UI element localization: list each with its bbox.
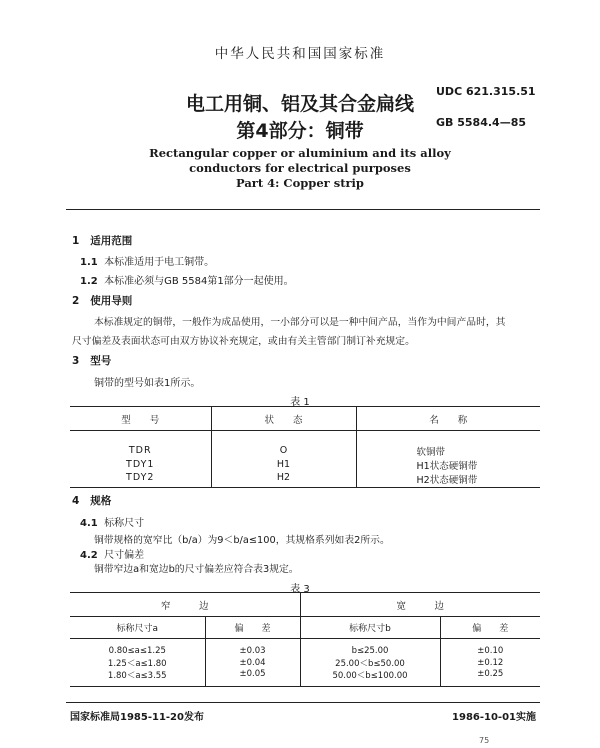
group-header-wide: 宽 边 <box>396 600 444 612</box>
table-cell: TDY2 <box>70 472 211 488</box>
section-title: 使用导则 <box>90 295 133 307</box>
table-cell: 0.80≤a≤1.25 <box>70 645 205 657</box>
section-title: 型号 <box>90 355 112 367</box>
table-cell: 软铜带 <box>416 446 446 458</box>
table-row <box>70 669 540 687</box>
table-row <box>70 444 540 458</box>
title-cn-line1: 电工用铜、铝及其合金扁线 <box>185 93 414 115</box>
section-number: 1 <box>72 235 80 247</box>
effective-date: 1986-10-01实施 <box>452 712 536 723</box>
column-header: 偏 差 <box>205 617 300 639</box>
table-group-header-row <box>70 593 540 617</box>
gb-code: GB 5584.4—85 <box>436 116 526 129</box>
table-cell: 50.00＜b≤100.00 <box>300 669 440 687</box>
udc-code: UDC 621.315.51 <box>436 85 536 98</box>
table-cell: ±0.03 <box>205 645 300 657</box>
table-row <box>70 431 540 444</box>
clause-title: 标称尺寸 <box>104 518 145 529</box>
table-3 <box>70 592 540 687</box>
table-cell: ±0.12 <box>477 657 504 668</box>
section-2-paragraph-line2: 尺寸偏差及表面状态可由双方协议补充规定，或由有关主管部门制订补充规定。 <box>72 336 415 347</box>
section-number: 3 <box>72 355 80 367</box>
table-header-row <box>70 617 540 639</box>
table-header-row <box>70 407 540 431</box>
clause-number: 1.1 <box>80 257 98 268</box>
table-1-caption: 表 1 <box>290 397 310 408</box>
table-1 <box>70 406 540 488</box>
table-cell: 25.00＜b≤50.00 <box>300 657 440 669</box>
table-3-caption: 表 3 <box>290 584 310 595</box>
title-en-line1: Rectangular copper or aluminium and its alloy <box>149 146 451 160</box>
clause-4-1-text: 铜带规格的宽窄比（b/a）为9＜b/a≤100，其规格系列如表2所示。 <box>94 535 390 546</box>
title-en-line2: conductors for electrical purposes <box>189 161 411 175</box>
table-cell: b≤25.00 <box>300 645 440 657</box>
table-cell: 1.80＜a≤3.55 <box>70 669 205 687</box>
table-row <box>70 657 540 669</box>
column-header: 偏 差 <box>472 624 509 634</box>
section-2-heading <box>72 293 132 308</box>
group-header-narrow: 窄 边 <box>70 593 300 617</box>
clause-4-2-heading <box>80 546 144 561</box>
title-cn-line2: 第4部分：铜带 <box>236 120 364 142</box>
table-cell: ±0.10 <box>477 645 504 656</box>
section-4-heading <box>72 493 111 508</box>
section-title: 适用范围 <box>90 235 133 247</box>
section-3-heading <box>72 353 111 368</box>
table-row <box>70 645 540 657</box>
table-cell: H2 <box>211 472 356 488</box>
table-cell: TDR <box>70 444 211 458</box>
section-3-paragraph: 铜带的型号如表1所示。 <box>94 378 201 389</box>
clause-number: 1.2 <box>80 276 98 287</box>
table-cell: ±0.04 <box>205 657 300 669</box>
table-cell: ±0.25 <box>477 668 504 679</box>
column-header: 标称尺寸a <box>70 617 205 639</box>
column-header: 名 称 <box>429 414 468 426</box>
title-en-line3: Part 4: Copper strip <box>236 176 364 190</box>
section-2-paragraph-line1: 本标准规定的铜带，一般作为成品使用，一小部分可以是一种中间产品，当作为中间产品时，其 <box>94 317 506 328</box>
footer-rule <box>66 702 540 703</box>
table-cell: 1.25＜a≤1.80 <box>70 657 205 669</box>
page-number: 75 <box>479 736 490 745</box>
issuing-org: 中华人民共和国国家标准 <box>214 46 386 62</box>
clause-text: 本标准必须与GB 5584第1部分一起使用。 <box>104 276 294 287</box>
column-header: 标称尺寸b <box>300 617 440 639</box>
header-rule <box>66 209 540 210</box>
clause-number: 4.1 <box>80 518 98 529</box>
table-cell: TDY1 <box>70 458 211 472</box>
column-header: 型 号 <box>70 407 211 431</box>
clause-4-1-heading <box>80 514 144 529</box>
clause-text: 本标准适用于电工铜带。 <box>104 257 215 268</box>
table-row <box>70 472 540 488</box>
table-cell: O <box>211 444 356 458</box>
column-header: 状 态 <box>211 407 356 431</box>
clause-1-1 <box>80 253 214 268</box>
clause-title: 尺寸偏差 <box>104 550 145 561</box>
table-row <box>70 458 540 472</box>
section-1-heading <box>72 233 132 248</box>
table-cell: H2状态硬铜带 <box>416 474 478 486</box>
table-cell: H1 <box>211 458 356 472</box>
clause-4-2-text: 铜带窄边a和宽边b的尺寸偏差应符合表3规定。 <box>94 564 299 575</box>
table-cell: H1状态硬铜带 <box>416 460 478 472</box>
section-number: 4 <box>72 495 80 507</box>
section-number: 2 <box>72 295 80 307</box>
issue-date: 国家标准局1985-11-20发布 <box>70 712 204 723</box>
clause-1-2 <box>80 272 294 287</box>
clause-number: 4.2 <box>80 550 98 561</box>
section-title: 规格 <box>90 495 112 507</box>
table-cell: ±0.05 <box>205 669 300 687</box>
